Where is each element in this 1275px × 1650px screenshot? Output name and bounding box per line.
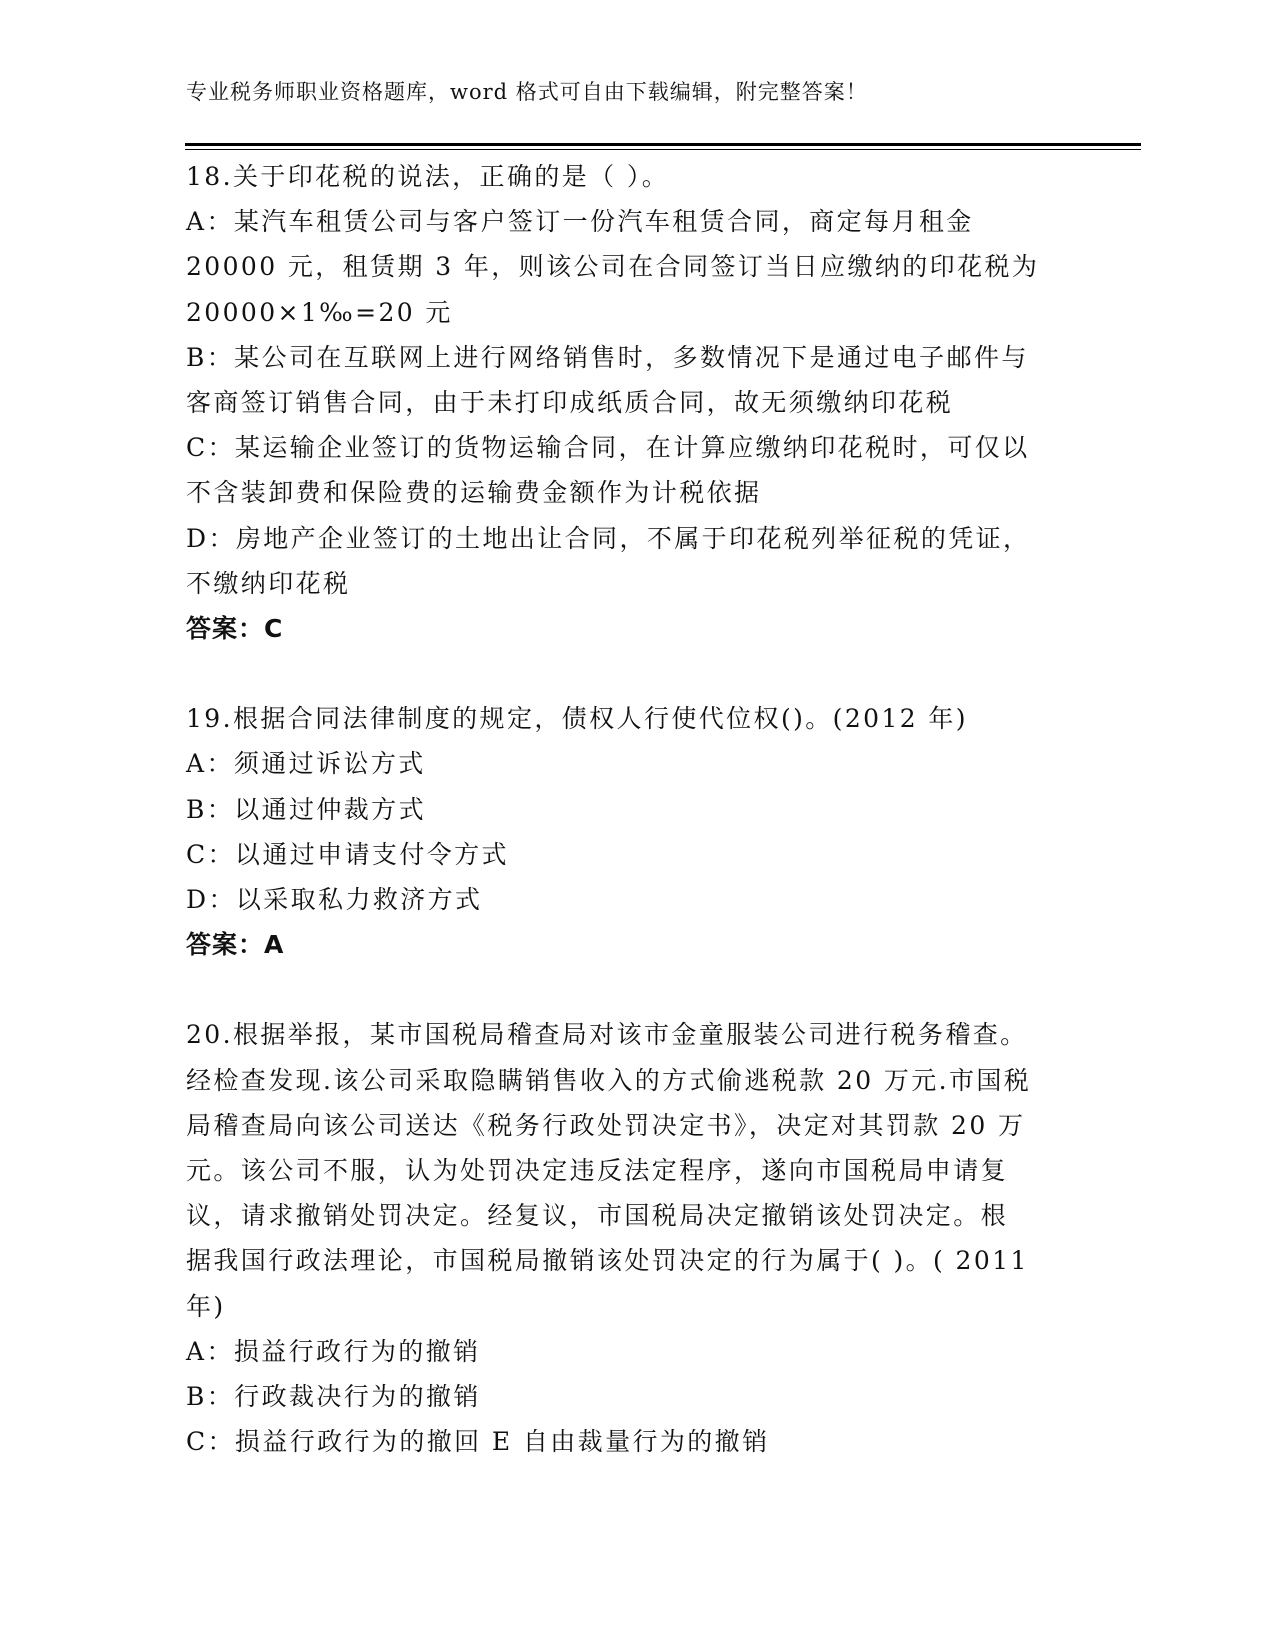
option-line: A：某汽车租赁公司与客户签订一份汽车租赁合同，商定每月租金	[186, 207, 974, 237]
page-header: 专业税务师职业资格题库，word 格式可自由下载编辑，附完整答案！	[186, 80, 868, 104]
option-c: C：损益行政行为的撤回 E 自由裁量行为的撤销	[186, 1427, 770, 1457]
option-line: C：某运输企业签订的货物运输合同，在计算应缴纳印花税时，可仅以	[186, 433, 1030, 463]
question-stem-line: 局稽查局向该公司送达《税务行政处罚决定书》，决定对其罚款 20 万	[186, 1110, 1026, 1140]
question-stem-line: 经检查发现.该公司采取隐瞒销售收入的方式偷逃税款 20 万元.市国税	[186, 1065, 1032, 1095]
option-b	[186, 335, 1086, 425]
option-c: C：以通过申请支付令方式	[186, 839, 509, 869]
option-a: A：须通过诉讼方式	[186, 749, 426, 779]
option-line: D：房地产企业签订的土地出让合同，不属于印花税列举征税的凭证，	[186, 523, 1031, 553]
option-line: 不含装卸费和保险费的运输费金额作为计税依据	[186, 478, 762, 508]
header-divider-thin	[185, 149, 1141, 150]
option-b: B：以通过仲裁方式	[186, 794, 426, 824]
option-line: B：某公司在互联网上进行网络销售时，多数情况下是通过电子邮件与	[186, 342, 1029, 372]
option-d	[186, 516, 1086, 606]
answer-label: 答案：C	[186, 614, 284, 644]
question-stem-line: 元。该公司不服，认为处罚决定违反法定程序，遂向市国税局申请复	[186, 1156, 1009, 1186]
question-stem-line: 18.关于印花税的说法，正确的是（ ）。	[186, 162, 670, 191]
option-line: 不缴纳印花税	[186, 568, 351, 598]
question-stem-line: 年)	[186, 1291, 226, 1321]
option-b: B：行政裁决行为的撤销	[186, 1382, 481, 1412]
question-19	[186, 696, 1086, 967]
question-stem-line: 据我国行政法理论，市国税局撤销该处罚决定的行为属于( )。( 2011	[186, 1246, 1029, 1276]
option-a: A：损益行政行为的撤销	[186, 1336, 481, 1366]
option-a	[186, 199, 1086, 335]
question-20	[186, 1012, 1086, 1464]
option-line: 20000×1‰=20 元	[186, 297, 453, 327]
question-stem-line: 议，请求撤销处罚决定。经复议，市国税局决定撤销该处罚决定。根	[186, 1201, 1009, 1231]
question-stem-line: 19.根据合同法律制度的规定，债权人行使代位权()。(2012 年)	[186, 704, 968, 734]
answer-label: 答案：A	[186, 930, 285, 960]
question-list	[186, 154, 1086, 1464]
option-d: D：以采取私力救济方式	[186, 885, 483, 915]
option-line: 客商签订销售合同，由于未打印成纸质合同，故无须缴纳印花税	[186, 388, 954, 418]
option-c	[186, 425, 1086, 515]
question-stem-line: 20.根据举报，某市国税局稽查局对该市金童服装公司进行税务稽查。	[186, 1020, 1028, 1050]
question-18	[186, 154, 1086, 651]
option-line: 20000 元，租赁期 3 年，则该公司在合同签订当日应缴纳的印花税为	[186, 252, 1040, 282]
header-divider-thick	[185, 143, 1141, 146]
